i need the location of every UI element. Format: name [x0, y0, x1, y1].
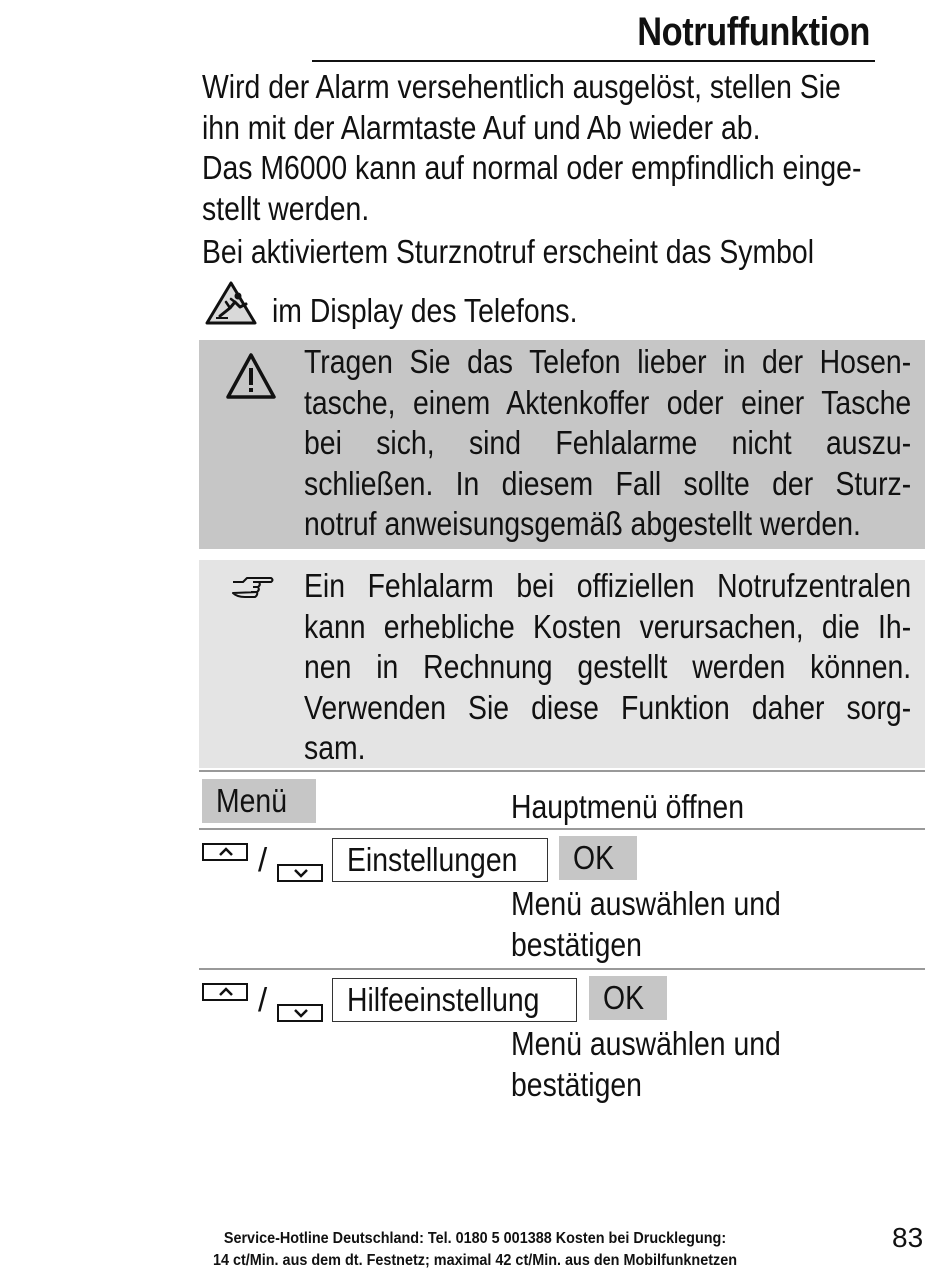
pointing-hand-icon: [229, 572, 275, 602]
warning-triangle-icon: [225, 352, 277, 400]
footer-line: 14 ct/Min. aus dem dt. Festnetz; maximal 42 ct/Min. aus den Mobilfunknetzen: [212, 1252, 738, 1269]
ok-softkey-label: OK: [603, 979, 645, 1016]
note-line: Ein Fehlalarm bei offiziellen Notrufzentralen: [304, 567, 912, 604]
up-key-icon: [202, 843, 248, 861]
paragraph-line: ihn mit der Alarmtaste Auf und Ab wieder ab.: [202, 109, 761, 146]
note-line: sam.: [304, 729, 366, 766]
note-line: Verwenden Sie diese Funktion daher sorg-: [304, 688, 912, 726]
note-line: kann erhebliche Kosten verursachen, die Ih-: [304, 607, 912, 645]
menu-softkey: [202, 779, 316, 823]
fall-alarm-icon: [204, 280, 258, 326]
menu-item-label: Hilfeeinstellung: [347, 981, 540, 1018]
down-key-icon: [277, 864, 323, 882]
separator-slash: /: [258, 841, 268, 878]
description-line: Menü auswählen und: [511, 1025, 781, 1062]
paragraph-line: stellt werden.: [202, 190, 370, 227]
step-divider: [199, 828, 925, 830]
note-text: [304, 566, 911, 769]
separator-slash: /: [258, 981, 268, 1018]
step-divider: [199, 770, 925, 772]
note-line: nen in Rechnung gestellt werden können.: [304, 648, 912, 685]
ok-softkey-label: OK: [573, 839, 615, 876]
warning-line: tasche, einem Aktenkoffer oder einer Tasche: [304, 383, 912, 421]
step1-description: [511, 883, 781, 965]
step-divider: [199, 968, 925, 970]
paragraph-symbol: Bei aktiviertem Sturznotruf erscheint das Symbol: [202, 233, 815, 270]
warning-line: bei sich, sind Fehlalarme nicht auszu-: [304, 424, 912, 461]
warning-line: schließen. In diesem Fall sollte der Sturz-: [304, 464, 912, 502]
menu-softkey-label: Menü: [216, 782, 288, 819]
menu-item-hilfeeinstellung: [332, 978, 577, 1022]
description-line: bestätigen: [511, 926, 642, 963]
menu-description: Hauptmenü öffnen: [511, 788, 745, 825]
paragraph-line: Das M6000 kann auf normal oder empfindlich einge-: [202, 149, 862, 186]
page-number: 83: [892, 1222, 924, 1253]
warning-text: [304, 342, 911, 545]
paragraph-line: Wird der Alarm versehentlich ausgelöst, stellen Sie: [202, 68, 841, 105]
menu-item-einstellungen: [332, 838, 548, 882]
page-title: Notruffunktion: [637, 10, 870, 54]
up-key-icon: [202, 983, 248, 1001]
paragraph-alarm-reset: [202, 66, 916, 148]
step2-description: [511, 1023, 781, 1105]
warning-line: Tragen Sie das Telefon lieber in der Hosen-: [304, 343, 912, 380]
menu-item-label: Einstellungen: [347, 841, 518, 878]
footer-line: Service-Hotline Deutschland: Tel. 0180 5 001388 Kosten bei Drucklegung:: [223, 1230, 727, 1247]
description-line: bestätigen: [511, 1066, 642, 1103]
paragraph-sensitivity: [202, 147, 916, 229]
ok-softkey: [589, 976, 667, 1020]
footer-hotline: [183, 1228, 768, 1272]
paragraph-display: im Display des Telefons.: [272, 292, 578, 329]
warning-line: notruf anweisungsgemäß abgestellt werden.: [304, 505, 861, 542]
down-key-icon: [277, 1004, 323, 1022]
description-line: Menü auswählen und: [511, 885, 781, 922]
title-rule: [312, 60, 875, 62]
warning-box: [199, 340, 925, 549]
ok-softkey: [559, 836, 637, 880]
note-box: [199, 560, 925, 768]
